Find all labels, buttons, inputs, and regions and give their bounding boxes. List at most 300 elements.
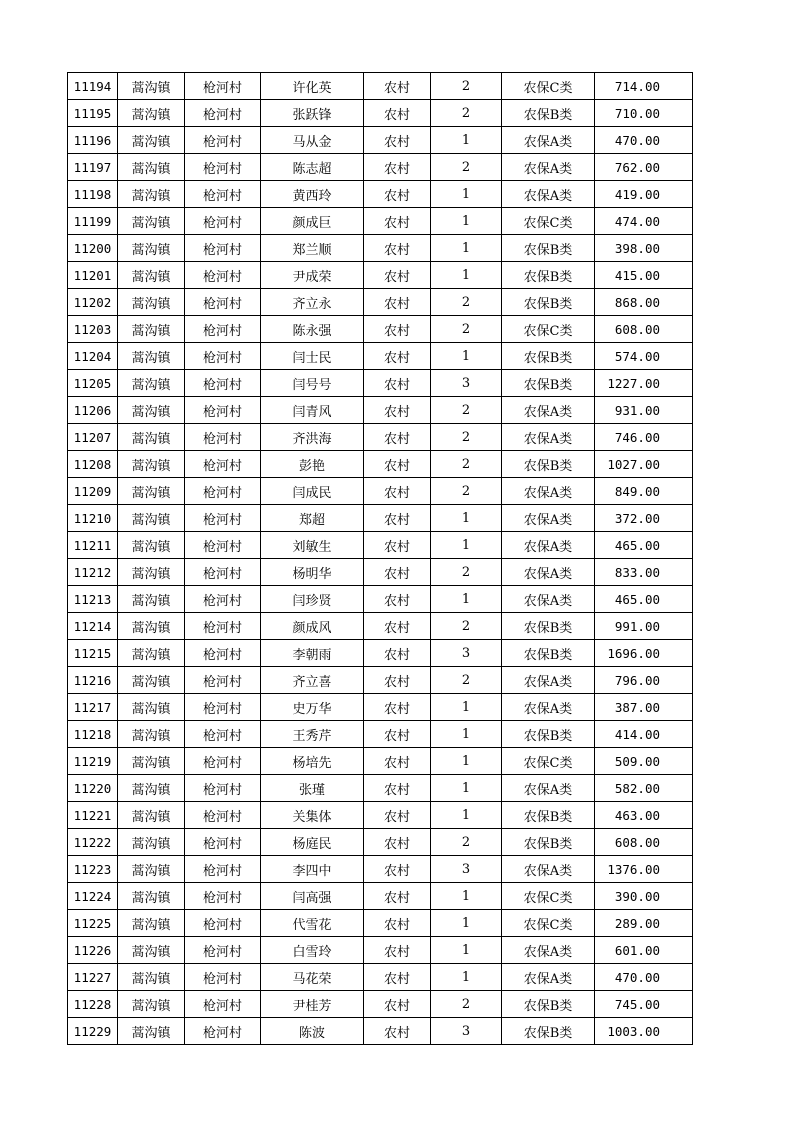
insurance-category-cell: 农保A类 xyxy=(502,559,595,586)
insurance-category-cell: 农保A类 xyxy=(502,694,595,721)
town-cell: 蒿沟镇 xyxy=(118,424,185,451)
data-table xyxy=(67,72,693,1045)
insurance-category-cell: 农保A类 xyxy=(502,478,595,505)
record-id-cell: 11213 xyxy=(68,586,118,613)
insurance-category-cell: 农保B类 xyxy=(502,289,595,316)
name-cell: 代雪花 xyxy=(261,910,364,937)
household-size-cell: 1 xyxy=(431,343,502,370)
village-cell: 枪河村 xyxy=(185,505,261,532)
village-cell: 枪河村 xyxy=(185,829,261,856)
household-size-cell: 1 xyxy=(431,694,502,721)
area-type-cell: 农村 xyxy=(364,235,431,262)
insurance-category-cell: 农保C类 xyxy=(502,73,595,100)
household-size-cell: 1 xyxy=(431,586,502,613)
town-cell: 蒿沟镇 xyxy=(118,748,185,775)
area-type-cell: 农村 xyxy=(364,478,431,505)
amount-cell: 1696.00 xyxy=(595,640,693,667)
household-size-cell: 1 xyxy=(431,775,502,802)
table-body xyxy=(68,73,693,1045)
record-id-cell: 11207 xyxy=(68,424,118,451)
amount-cell: 991.00 xyxy=(595,613,693,640)
table-row xyxy=(68,262,693,289)
record-id-cell: 11209 xyxy=(68,478,118,505)
insurance-category-cell: 农保C类 xyxy=(502,748,595,775)
insurance-category-cell: 农保B类 xyxy=(502,613,595,640)
record-id-cell: 11216 xyxy=(68,667,118,694)
record-id-cell: 11208 xyxy=(68,451,118,478)
insurance-category-cell: 农保A类 xyxy=(502,856,595,883)
amount-cell: 387.00 xyxy=(595,694,693,721)
name-cell: 颜成巨 xyxy=(261,208,364,235)
village-cell: 枪河村 xyxy=(185,289,261,316)
household-size-cell: 2 xyxy=(431,451,502,478)
table-row xyxy=(68,856,693,883)
area-type-cell: 农村 xyxy=(364,856,431,883)
area-type-cell: 农村 xyxy=(364,586,431,613)
village-cell: 枪河村 xyxy=(185,100,261,127)
amount-cell: 1003.00 xyxy=(595,1018,693,1045)
record-id-cell: 11205 xyxy=(68,370,118,397)
insurance-category-cell: 农保B类 xyxy=(502,802,595,829)
name-cell: 史万华 xyxy=(261,694,364,721)
record-id-cell: 11228 xyxy=(68,991,118,1018)
village-cell: 枪河村 xyxy=(185,964,261,991)
table-row xyxy=(68,235,693,262)
town-cell: 蒿沟镇 xyxy=(118,289,185,316)
household-size-cell: 3 xyxy=(431,856,502,883)
table-row xyxy=(68,694,693,721)
name-cell: 关集体 xyxy=(261,802,364,829)
name-cell: 陈志超 xyxy=(261,154,364,181)
record-id-cell: 11221 xyxy=(68,802,118,829)
area-type-cell: 农村 xyxy=(364,910,431,937)
name-cell: 杨培先 xyxy=(261,748,364,775)
area-type-cell: 农村 xyxy=(364,559,431,586)
area-type-cell: 农村 xyxy=(364,748,431,775)
town-cell: 蒿沟镇 xyxy=(118,262,185,289)
amount-cell: 470.00 xyxy=(595,964,693,991)
household-size-cell: 3 xyxy=(431,1018,502,1045)
household-size-cell: 2 xyxy=(431,559,502,586)
table-row xyxy=(68,667,693,694)
household-size-cell: 2 xyxy=(431,73,502,100)
record-id-cell: 11227 xyxy=(68,964,118,991)
household-size-cell: 1 xyxy=(431,721,502,748)
table-row xyxy=(68,127,693,154)
town-cell: 蒿沟镇 xyxy=(118,694,185,721)
insurance-category-cell: 农保C类 xyxy=(502,883,595,910)
insurance-category-cell: 农保A类 xyxy=(502,424,595,451)
village-cell: 枪河村 xyxy=(185,910,261,937)
table-row xyxy=(68,451,693,478)
insurance-category-cell: 农保A类 xyxy=(502,154,595,181)
insurance-category-cell: 农保A类 xyxy=(502,181,595,208)
area-type-cell: 农村 xyxy=(364,316,431,343)
record-id-cell: 11206 xyxy=(68,397,118,424)
insurance-category-cell: 农保C类 xyxy=(502,316,595,343)
village-cell: 枪河村 xyxy=(185,586,261,613)
insurance-category-cell: 农保B类 xyxy=(502,721,595,748)
insurance-category-cell: 农保A类 xyxy=(502,127,595,154)
amount-cell: 1376.00 xyxy=(595,856,693,883)
amount-cell: 463.00 xyxy=(595,802,693,829)
area-type-cell: 农村 xyxy=(364,73,431,100)
insurance-category-cell: 农保B类 xyxy=(502,343,595,370)
household-size-cell: 2 xyxy=(431,991,502,1018)
insurance-category-cell: 农保A类 xyxy=(502,937,595,964)
table-row xyxy=(68,181,693,208)
area-type-cell: 农村 xyxy=(364,937,431,964)
village-cell: 枪河村 xyxy=(185,721,261,748)
village-cell: 枪河村 xyxy=(185,694,261,721)
record-id-cell: 11226 xyxy=(68,937,118,964)
area-type-cell: 农村 xyxy=(364,127,431,154)
area-type-cell: 农村 xyxy=(364,613,431,640)
village-cell: 枪河村 xyxy=(185,370,261,397)
insurance-category-cell: 农保C类 xyxy=(502,910,595,937)
table-row xyxy=(68,478,693,505)
name-cell: 杨庭民 xyxy=(261,829,364,856)
area-type-cell: 农村 xyxy=(364,154,431,181)
town-cell: 蒿沟镇 xyxy=(118,964,185,991)
amount-cell: 1027.00 xyxy=(595,451,693,478)
insurance-category-cell: 农保A类 xyxy=(502,532,595,559)
town-cell: 蒿沟镇 xyxy=(118,451,185,478)
amount-cell: 601.00 xyxy=(595,937,693,964)
town-cell: 蒿沟镇 xyxy=(118,613,185,640)
village-cell: 枪河村 xyxy=(185,532,261,559)
village-cell: 枪河村 xyxy=(185,127,261,154)
amount-cell: 714.00 xyxy=(595,73,693,100)
town-cell: 蒿沟镇 xyxy=(118,235,185,262)
village-cell: 枪河村 xyxy=(185,640,261,667)
table-row xyxy=(68,640,693,667)
name-cell: 黄西玲 xyxy=(261,181,364,208)
table-row xyxy=(68,505,693,532)
insurance-category-cell: 农保C类 xyxy=(502,208,595,235)
household-size-cell: 1 xyxy=(431,748,502,775)
amount-cell: 710.00 xyxy=(595,100,693,127)
village-cell: 枪河村 xyxy=(185,856,261,883)
area-type-cell: 农村 xyxy=(364,181,431,208)
name-cell: 闫青风 xyxy=(261,397,364,424)
name-cell: 李四中 xyxy=(261,856,364,883)
area-type-cell: 农村 xyxy=(364,802,431,829)
table-row xyxy=(68,532,693,559)
table-row xyxy=(68,370,693,397)
household-size-cell: 1 xyxy=(431,532,502,559)
insurance-category-cell: 农保B类 xyxy=(502,262,595,289)
household-size-cell: 2 xyxy=(431,154,502,181)
record-id-cell: 11194 xyxy=(68,73,118,100)
area-type-cell: 农村 xyxy=(364,289,431,316)
village-cell: 枪河村 xyxy=(185,235,261,262)
record-id-cell: 11217 xyxy=(68,694,118,721)
name-cell: 陈永强 xyxy=(261,316,364,343)
area-type-cell: 农村 xyxy=(364,208,431,235)
insurance-category-cell: 农保A类 xyxy=(502,964,595,991)
town-cell: 蒿沟镇 xyxy=(118,586,185,613)
table-row xyxy=(68,775,693,802)
record-id-cell: 11198 xyxy=(68,181,118,208)
town-cell: 蒿沟镇 xyxy=(118,532,185,559)
name-cell: 颜成风 xyxy=(261,613,364,640)
table-row xyxy=(68,721,693,748)
household-size-cell: 2 xyxy=(431,613,502,640)
household-size-cell: 2 xyxy=(431,397,502,424)
record-id-cell: 11211 xyxy=(68,532,118,559)
household-size-cell: 1 xyxy=(431,505,502,532)
area-type-cell: 农村 xyxy=(364,505,431,532)
amount-cell: 582.00 xyxy=(595,775,693,802)
amount-cell: 608.00 xyxy=(595,829,693,856)
town-cell: 蒿沟镇 xyxy=(118,829,185,856)
area-type-cell: 农村 xyxy=(364,829,431,856)
village-cell: 枪河村 xyxy=(185,478,261,505)
insurance-category-cell: 农保B类 xyxy=(502,370,595,397)
town-cell: 蒿沟镇 xyxy=(118,478,185,505)
insurance-category-cell: 农保A类 xyxy=(502,397,595,424)
name-cell: 马花荣 xyxy=(261,964,364,991)
name-cell: 闫士民 xyxy=(261,343,364,370)
table-row xyxy=(68,613,693,640)
amount-cell: 509.00 xyxy=(595,748,693,775)
village-cell: 枪河村 xyxy=(185,613,261,640)
town-cell: 蒿沟镇 xyxy=(118,505,185,532)
town-cell: 蒿沟镇 xyxy=(118,559,185,586)
table-row xyxy=(68,424,693,451)
table-row xyxy=(68,937,693,964)
area-type-cell: 农村 xyxy=(364,343,431,370)
village-cell: 枪河村 xyxy=(185,667,261,694)
amount-cell: 390.00 xyxy=(595,883,693,910)
village-cell: 枪河村 xyxy=(185,559,261,586)
name-cell: 李朝雨 xyxy=(261,640,364,667)
household-size-cell: 1 xyxy=(431,262,502,289)
household-size-cell: 2 xyxy=(431,289,502,316)
village-cell: 枪河村 xyxy=(185,343,261,370)
area-type-cell: 农村 xyxy=(364,883,431,910)
amount-cell: 398.00 xyxy=(595,235,693,262)
town-cell: 蒿沟镇 xyxy=(118,640,185,667)
record-id-cell: 11219 xyxy=(68,748,118,775)
village-cell: 枪河村 xyxy=(185,802,261,829)
area-type-cell: 农村 xyxy=(364,370,431,397)
amount-cell: 415.00 xyxy=(595,262,693,289)
town-cell: 蒿沟镇 xyxy=(118,208,185,235)
amount-cell: 745.00 xyxy=(595,991,693,1018)
amount-cell: 931.00 xyxy=(595,397,693,424)
record-id-cell: 11229 xyxy=(68,1018,118,1045)
village-cell: 枪河村 xyxy=(185,937,261,964)
village-cell: 枪河村 xyxy=(185,262,261,289)
name-cell: 白雪玲 xyxy=(261,937,364,964)
name-cell: 郑兰顺 xyxy=(261,235,364,262)
name-cell: 齐立喜 xyxy=(261,667,364,694)
area-type-cell: 农村 xyxy=(364,991,431,1018)
table-row xyxy=(68,748,693,775)
table-row xyxy=(68,397,693,424)
household-size-cell: 2 xyxy=(431,829,502,856)
village-cell: 枪河村 xyxy=(185,748,261,775)
amount-cell: 289.00 xyxy=(595,910,693,937)
name-cell: 尹成荣 xyxy=(261,262,364,289)
table-row xyxy=(68,289,693,316)
village-cell: 枪河村 xyxy=(185,73,261,100)
town-cell: 蒿沟镇 xyxy=(118,397,185,424)
insurance-category-cell: 农保B类 xyxy=(502,829,595,856)
name-cell: 闫高强 xyxy=(261,883,364,910)
table-row xyxy=(68,343,693,370)
record-id-cell: 11203 xyxy=(68,316,118,343)
insurance-category-cell: 农保A类 xyxy=(502,505,595,532)
name-cell: 尹桂芳 xyxy=(261,991,364,1018)
name-cell: 刘敏生 xyxy=(261,532,364,559)
table-row xyxy=(68,100,693,127)
area-type-cell: 农村 xyxy=(364,424,431,451)
table-row xyxy=(68,991,693,1018)
name-cell: 杨明华 xyxy=(261,559,364,586)
record-id-cell: 11204 xyxy=(68,343,118,370)
record-id-cell: 11210 xyxy=(68,505,118,532)
household-size-cell: 1 xyxy=(431,937,502,964)
town-cell: 蒿沟镇 xyxy=(118,316,185,343)
record-id-cell: 11220 xyxy=(68,775,118,802)
town-cell: 蒿沟镇 xyxy=(118,343,185,370)
insurance-category-cell: 农保A类 xyxy=(502,775,595,802)
household-size-cell: 1 xyxy=(431,208,502,235)
household-size-cell: 1 xyxy=(431,883,502,910)
amount-cell: 833.00 xyxy=(595,559,693,586)
town-cell: 蒿沟镇 xyxy=(118,73,185,100)
household-size-cell: 1 xyxy=(431,964,502,991)
area-type-cell: 农村 xyxy=(364,964,431,991)
area-type-cell: 农村 xyxy=(364,100,431,127)
town-cell: 蒿沟镇 xyxy=(118,127,185,154)
area-type-cell: 农村 xyxy=(364,721,431,748)
town-cell: 蒿沟镇 xyxy=(118,100,185,127)
village-cell: 枪河村 xyxy=(185,208,261,235)
table-row xyxy=(68,316,693,343)
insurance-category-cell: 农保B类 xyxy=(502,451,595,478)
household-size-cell: 2 xyxy=(431,667,502,694)
insurance-category-cell: 农保B类 xyxy=(502,235,595,262)
record-id-cell: 11199 xyxy=(68,208,118,235)
area-type-cell: 农村 xyxy=(364,775,431,802)
amount-cell: 762.00 xyxy=(595,154,693,181)
village-cell: 枪河村 xyxy=(185,397,261,424)
record-id-cell: 11196 xyxy=(68,127,118,154)
record-id-cell: 11201 xyxy=(68,262,118,289)
household-size-cell: 1 xyxy=(431,235,502,262)
table-row xyxy=(68,829,693,856)
amount-cell: 372.00 xyxy=(595,505,693,532)
record-id-cell: 11215 xyxy=(68,640,118,667)
household-size-cell: 3 xyxy=(431,640,502,667)
village-cell: 枪河村 xyxy=(185,1018,261,1045)
name-cell: 郑超 xyxy=(261,505,364,532)
insurance-category-cell: 农保B类 xyxy=(502,100,595,127)
name-cell: 彭艳 xyxy=(261,451,364,478)
name-cell: 许化英 xyxy=(261,73,364,100)
household-size-cell: 1 xyxy=(431,910,502,937)
household-size-cell: 1 xyxy=(431,181,502,208)
household-size-cell: 2 xyxy=(431,100,502,127)
town-cell: 蒿沟镇 xyxy=(118,1018,185,1045)
insurance-category-cell: 农保B类 xyxy=(502,1018,595,1045)
record-id-cell: 11225 xyxy=(68,910,118,937)
record-id-cell: 11222 xyxy=(68,829,118,856)
name-cell: 张跃锋 xyxy=(261,100,364,127)
household-size-cell: 2 xyxy=(431,424,502,451)
town-cell: 蒿沟镇 xyxy=(118,181,185,208)
amount-cell: 470.00 xyxy=(595,127,693,154)
insurance-category-cell: 农保A类 xyxy=(502,667,595,694)
record-id-cell: 11224 xyxy=(68,883,118,910)
table-row xyxy=(68,208,693,235)
area-type-cell: 农村 xyxy=(364,451,431,478)
amount-cell: 608.00 xyxy=(595,316,693,343)
town-cell: 蒿沟镇 xyxy=(118,775,185,802)
amount-cell: 465.00 xyxy=(595,586,693,613)
insurance-category-cell: 农保B类 xyxy=(502,991,595,1018)
household-size-cell: 1 xyxy=(431,127,502,154)
record-id-cell: 11214 xyxy=(68,613,118,640)
record-id-cell: 11200 xyxy=(68,235,118,262)
amount-cell: 419.00 xyxy=(595,181,693,208)
amount-cell: 746.00 xyxy=(595,424,693,451)
amount-cell: 796.00 xyxy=(595,667,693,694)
name-cell: 张瑾 xyxy=(261,775,364,802)
record-id-cell: 11197 xyxy=(68,154,118,181)
town-cell: 蒿沟镇 xyxy=(118,883,185,910)
village-cell: 枪河村 xyxy=(185,316,261,343)
table-row xyxy=(68,802,693,829)
area-type-cell: 农村 xyxy=(364,667,431,694)
record-id-cell: 11223 xyxy=(68,856,118,883)
name-cell: 陈波 xyxy=(261,1018,364,1045)
household-size-cell: 2 xyxy=(431,316,502,343)
town-cell: 蒿沟镇 xyxy=(118,802,185,829)
area-type-cell: 农村 xyxy=(364,640,431,667)
town-cell: 蒿沟镇 xyxy=(118,856,185,883)
amount-cell: 574.00 xyxy=(595,343,693,370)
table-row xyxy=(68,964,693,991)
area-type-cell: 农村 xyxy=(364,397,431,424)
name-cell: 齐洪海 xyxy=(261,424,364,451)
town-cell: 蒿沟镇 xyxy=(118,991,185,1018)
name-cell: 齐立永 xyxy=(261,289,364,316)
record-id-cell: 11218 xyxy=(68,721,118,748)
town-cell: 蒿沟镇 xyxy=(118,667,185,694)
village-cell: 枪河村 xyxy=(185,775,261,802)
name-cell: 王秀芹 xyxy=(261,721,364,748)
village-cell: 枪河村 xyxy=(185,991,261,1018)
village-cell: 枪河村 xyxy=(185,883,261,910)
area-type-cell: 农村 xyxy=(364,262,431,289)
table-row xyxy=(68,73,693,100)
village-cell: 枪河村 xyxy=(185,154,261,181)
village-cell: 枪河村 xyxy=(185,451,261,478)
table-row xyxy=(68,154,693,181)
village-cell: 枪河村 xyxy=(185,424,261,451)
household-size-cell: 2 xyxy=(431,478,502,505)
household-size-cell: 3 xyxy=(431,370,502,397)
town-cell: 蒿沟镇 xyxy=(118,910,185,937)
town-cell: 蒿沟镇 xyxy=(118,937,185,964)
insurance-category-cell: 农保A类 xyxy=(502,586,595,613)
amount-cell: 465.00 xyxy=(595,532,693,559)
